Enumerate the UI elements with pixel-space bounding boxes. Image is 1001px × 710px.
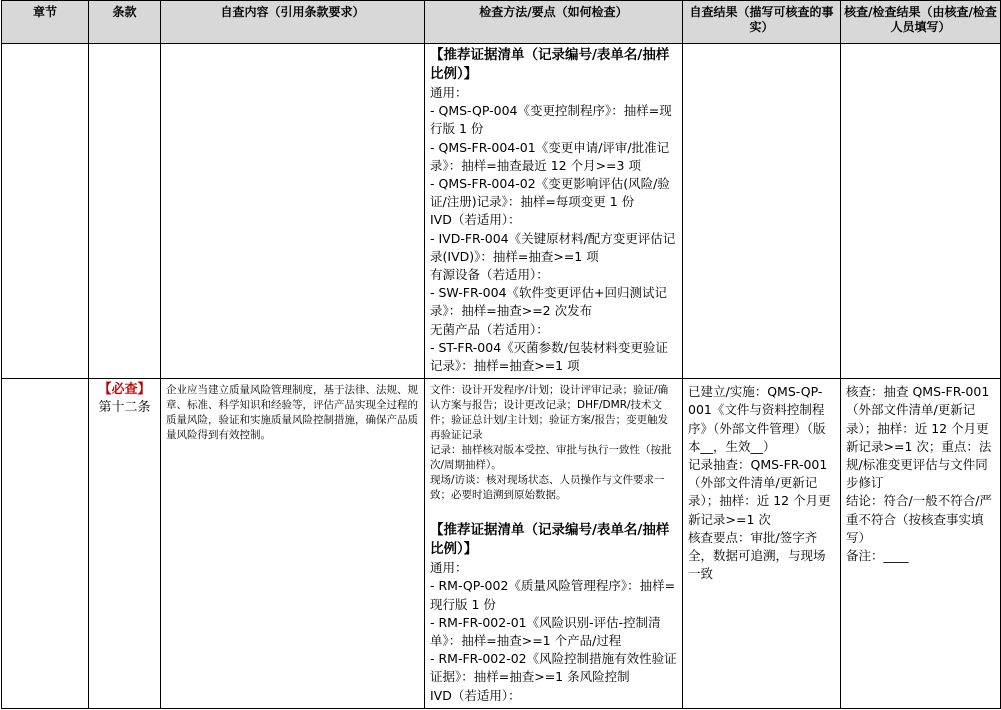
- cell-verify: [841, 44, 1001, 379]
- cell-clause: [89, 44, 161, 379]
- header-verify: 核查/检查结果（由核查/检查人员填写）: [841, 1, 1001, 44]
- method-line: 有源设备（若适用）：: [430, 267, 549, 283]
- table-row: [2, 44, 1001, 379]
- clause-number: 第十二条: [98, 400, 151, 416]
- cell-result: [683, 44, 841, 379]
- cell-clause: [89, 379, 161, 709]
- method-line: - QMS-QP-004《变更控制程序》：抽样=现行版 1 份: [430, 103, 672, 137]
- verification-result: 核查：抽查 QMS-FR-001（外部文件清单/更新记录）；抽样：近 12 个月更新记录>=1 次；重点：法规/标准变更评估与文件同步修订 结论：符合/一般不符合/严重不符合（按核查事实填写） 备注：____: [846, 384, 992, 564]
- cell-method: [425, 379, 683, 709]
- self-check-table: [1, 0, 1001, 709]
- method-line: - QMS-FR-004-01《变更申请/评审/批准记录》：抽样=抽查最近 12 个月>=3 项: [430, 139, 670, 173]
- cell-content: [161, 379, 425, 709]
- method-line: - RM-QP-002《质量风险管理程序》：抽样=现行版 1 份: [430, 578, 676, 612]
- cell-chapter: [2, 44, 89, 379]
- evidence-title: 【推荐证据清单（记录编号/表单名/抽样比例）】: [430, 522, 670, 558]
- self-check-result: 已建立/实施：QMS-QP-001《文件与资料控制程序》（外部文件管理）（版本__，生效__） 记录抽查：QMS-FR-001（外部文件清单/更新记录）；抽样：近 12 个月更新记录>=1 次 核查要点：审批/签字齐全，数据可追溯，与现场一致: [688, 384, 831, 582]
- header-result: 自查结果（描写可核查的事实）: [683, 1, 841, 44]
- cell-verify: [841, 379, 1001, 709]
- method-line: - RM-FR-002-01《风险识别-评估-控制清单》：抽样=抽查>=1 个产品/过程: [430, 614, 661, 649]
- cell-method: [425, 44, 683, 379]
- cell-chapter: [2, 379, 89, 709]
- evidence-title: 【推荐证据清单（记录编号/表单名/抽样比例）】: [430, 47, 670, 82]
- header-content: 自查内容（引用条款要求）: [161, 1, 425, 44]
- header-clause: 条款: [89, 1, 161, 44]
- method-line: - SW-FR-004《软件变更评估+回归测试记录》：抽样=抽查>=2 次发布: [430, 285, 667, 319]
- header-chapter: 章节: [2, 1, 89, 44]
- method-line: IVD（若适用）：: [430, 212, 521, 228]
- cell-content: [161, 44, 425, 379]
- header-row: [2, 1, 1001, 44]
- cell-result: [683, 379, 841, 709]
- method-summary: 文件：设计开发程序/计划；设计评审记录；验证/确认方案与报告；设计更改记录；DHF/DMR/技术文件；验证总计划/主计划；验证方案/报告；变更触发再验证记录 记录：抽样核对版本受控、审批与执行一致性（按批次/周期抽样）。 现场/访谈：核对现场状态、人员操作与文件要求一致；必要时追溯到原始数据。: [430, 384, 672, 502]
- header-method: 检查方法/要点（如何检查）: [425, 1, 683, 44]
- method-line: 无菌产品（若适用）：: [430, 321, 549, 337]
- method-line: 通用：: [430, 560, 468, 576]
- method-line: - QMS-FR-004-02《变更影响评估(风险/验证/注册)记录》：抽样=每项变更 1 份: [430, 176, 670, 210]
- method-line: 通用：: [430, 85, 468, 100]
- mandatory-tag: 【必查】: [98, 382, 151, 398]
- method-line: - IVD-FR-004《关键原材料/配方变更评估记录(IVD)》：抽样=抽查>=1 项: [430, 230, 676, 264]
- method-line: IVD（若适用）：: [430, 687, 521, 703]
- clause-content: 企业应当建立质量风险管理制度，基于法律、法规、规章、标准、科学知识和经验等，评估产品实现全过程的质量风险，验证和实施质量风险控制措施，确保产品质量风险得到有效控制。: [166, 384, 418, 442]
- method-line: - RM-FR-002-02《风险控制措施有效性验证证据》：抽样=抽查>=1 条风险控制: [430, 651, 677, 685]
- table-row: [2, 379, 1001, 709]
- method-line: - ST-FR-004《灭菌参数/包装材料变更验证记录》：抽样=抽查>=1 项: [430, 339, 668, 374]
